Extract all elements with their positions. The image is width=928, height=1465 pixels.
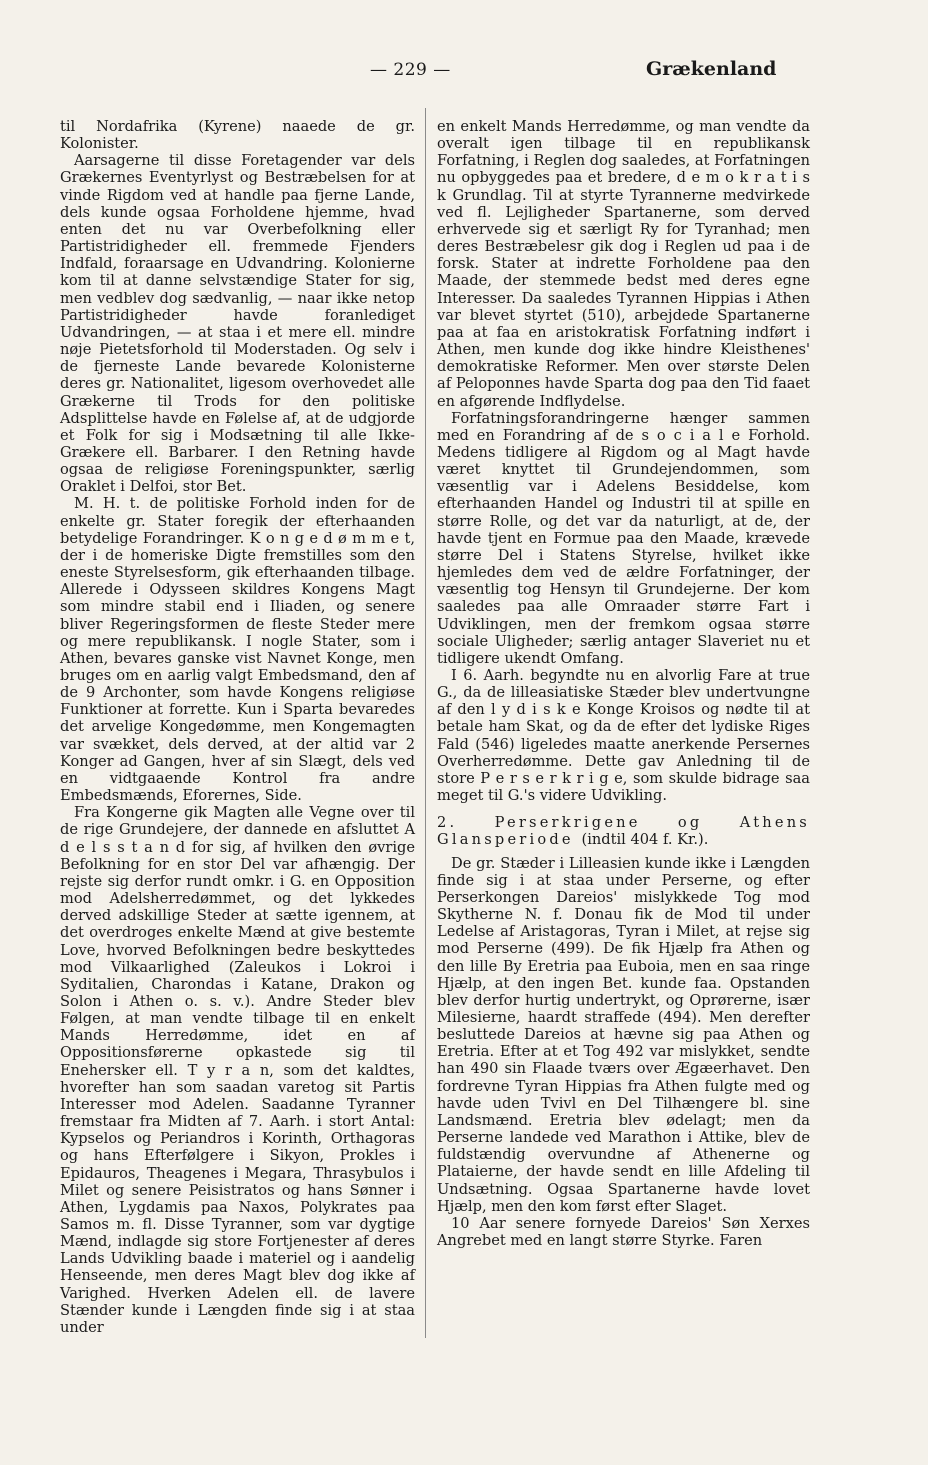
right-column (437, 118, 810, 1249)
page-header (0, 58, 928, 88)
paragraph: Fra Kongerne gik Magten alle Vegne over til de rige Grundejere, der dannede en afsluttet A d e l s s t a n d for sig, af hvilken den øvrige Befolkning for en stor Del var afhængig. Der rejste sig derfor rundt omkr. i G. en Opposition mod Adelsherredømmet, og det lykkedes derved adskillige Steder at sætte igennem, at det overdroges enkelte Mænd at give bestemte Love, hvorved Befolkningen bedre beskyttedes mod Vilkaarlighed (Zaleukos i Lokroi i Syditalien, Charondas i Katane, Drakon og Solon i Athen o. s. v.). Andre Steder blev Følgen, at man vendte tilbage til en enkelt Mands Herredømme, idet en af Oppositionsførerne opkastede sig til Enehersker ell. T y r a n, som det kaldtes, hvorefter han som saadan varetog sit Partis Interesser mod Adelen. Saadanne Tyranner fremstaar fra Midten af 7. Aarh. i stort Antal: Kypselos og Periandros i Korinth, Orthagoras og hans Efterfølgere i Sikyon, Prokles i Epidauros, Theagenes i Megara, Thrasybulos i Milet og senere Peisistratos og hans Sønner i Athen, Lygdamis paa Naxos, Polykrates paa Samos m. fl. Disse Tyranner, som var dygtige Mænd, indlagde sig store Fortjenester af deres Lands Udvikling baade i materiel og i aandelig Henseende, men deres Magt blev dog ikke af Varighed. Hverken Adelen ell. de lavere Stænder kunde i Længden finde sig i at staa under (60, 804, 415, 1336)
paragraph: en enkelt Mands Herredømme, og man vendte da overalt igen tilbage til en republikansk Forfatning, i Reglen dog saaledes, at Forfatningen nu opbyggedes paa et bredere, d e m o k r a t i s k Grundlag. Til at styrte Tyrannerne medvirkede ved fl. Lejligheder Spartanerne, som derved erhvervede sig et særligt Ry for Tyranhad; men deres Bestræbelesr gik dog i Reglen ud paa i de forsk. Stater at indrette Forholdene paa den Maade, der stemmede bedst med deres egne Interesser. Da saaledes Tyrannen Hippias i Athen var blevet styrtet (510), arbejdede Spartanerne paa at faa en aristokratisk Forfatning indført i Athen, men kunde dog ikke hindre Kleisthenes' demokratiske Reformer. Men over største Delen af Peloponnes havde Sparta dog paa den Tid faaet en afgørende Indflydelse. (437, 118, 810, 410)
paragraph: I 6. Aarh. begyndte nu en alvorlig Fare at true G., da de lilleasiatiske Stæder blev undertvungne af den l y d i s k e Konge Kroisos og nødte til at betale ham Skat, og da de efter det lydiske Riges Fald (546) ligeledes maatte anerkende Persernes Overherredømme. Dette gav Anledning til de store P e r s e r k r i g e, som skulde bidrage saa meget til G.'s videre Udvikling. (437, 667, 810, 805)
paragraph: Forfatningsforandringerne hænger sammen med en Forandring af de s o c i a l e Forhold. Medens tidligere al Rigdom og al Magt havde været knyttet til Grundejendommen, som væsentlig var i Adelens Besiddelse, kom efterhaanden Handel og Industri til at spille en større Rolle, og det var da naturligt, at de, der havde tjent en Formue paa den Maade, krævede større Del i Statens Styrelse, hvilket ikke hjemledes dem ved de ældre Forfatninger, der væsentlig tog Hensyn til Grundejerne. Der kom saaledes paa alle Omraader større Fart i Udviklingen, men der fremkom ogsaa større sociale Uligheder; særlig antager Slaveriet nu et tidligere ukendt Omfang. (437, 409, 810, 667)
paragraph: Aarsagerne til disse Foretagender var dels Grækernes Eventyrlyst og Bestræbelsen for at vinde Rigdom ved at handle paa fjerne Lande, dels kunde ogsaa Forholdene hjemme, hvad enten det nu var Overbefolkning eller Partistridigheder ell. fremmede Fjenders Indfald, foraarsage en Udvandring. Kolonierne kom til at danne selvstændige Stater for sig, men vedblev dog sædvanlig, — naar ikke netop Partistridigheder havde foranlediget Udvandringen, — at staa i et mere ell. mindre nøje Pietetsforhold til Moderstaden. Og selv i de fjerneste Lande bevarede Kolonisterne deres gr. Nationalitet, ligesom overhovedet alle Grækerne til Trods for den politiske Adsplittelse havde en Følelse af, at de udgjorde et Folk for sig i Modsætning til alle Ikke-Grækere ell. Barbarer. I den Retning havde ogsaa de religiøse Foreningspunkter, særlig Oraklet i Delfoi, stor Bet. (60, 152, 415, 496)
left-column (60, 118, 415, 1336)
section-subtitle: (indtil 404 f. Kr.). (581, 831, 709, 849)
page-number: — 229 — (370, 60, 451, 80)
section-heading (437, 814, 810, 848)
paragraph: til Nordafrika (Kyrene) naaede de gr. Kolonister. (60, 118, 415, 153)
running-head: Grækenland (646, 58, 777, 80)
paragraph: M. H. t. de politiske Forhold inden for de enkelte gr. Stater foregik der efterhaanden betydelige Forandringer. K o n g e d ø m m e t, der i de homeriske Digte fremstilles som den eneste Styrelsesform, gik efterhaanden tilbage. Allerede i Odysseen skildres Kongens Magt som mindre stabil end i Iliaden, og senere bliver Regeringsformen de fleste Steder mere og mere republikansk. I nogle Stater, som i Athen, bevares ganske vist Navnet Konge, men bruges om en aarlig valgt Embedsmand, den af de 9 Archonter, som havde Kongens religiøse Funktioner at forrette. Kun i Sparta bevaredes det arvelige Kongedømme, men Kongemagten var svækket, dels derved, at der altid var 2 Konger ad Gangen, hver af sin Slægt, dels ved en vidtgaaende Kontrol fra andre Embedsmænds, Eforernes, Side. (60, 495, 415, 805)
section-title: Perserkrigene og Athens Glansperiode (437, 814, 810, 849)
section-number: 2. (437, 814, 458, 832)
paragraph: 10 Aar senere fornyede Dareios' Søn Xerxes Angrebet med en langt større Styrke. Faren (437, 1214, 810, 1249)
column-divider (425, 108, 426, 1338)
paragraph: De gr. Stæder i Lilleasien kunde ikke i Længden finde sig i at staa under Perserne, og efter Perserkongen Dareios' mislykkede Tog mod Skytherne N. f. Donau fik de Mod til under Ledelse af Aristagoras, Tyran i Milet, at rejse sig mod Perserne (499). De fik Hjælp fra Athen og den lille By Eretria paa Euboia, men en saa ringe Hjælp, at den ingen Bet. kunde faa. Opstanden blev derfor hurtig undertrykt, og Oprørerne, især Milesierne, haardt straffede (494). Men derefter besluttede Dareios at hævne sig paa Athen og Eretria. Efter at et Tog 492 var mislykket, sendte han 490 sin Flaade tværs over Ægæerhavet. Den fordrevne Tyran Hippias fra Athen fulgte med og havde uden Tvivl en Del Tilhængere bl. sine Landsmænd. Eretria blev ødelagt; men da Perserne landede ved Marathon i Attike, blev de fuldstændig overvundne af Athenerne og Plataierne, der havde sendt en lille Afdeling til Undsætning. Ogsaa Spartanerne havde lovet Hjælp, men den kom først efter Slaget. (437, 854, 810, 1215)
